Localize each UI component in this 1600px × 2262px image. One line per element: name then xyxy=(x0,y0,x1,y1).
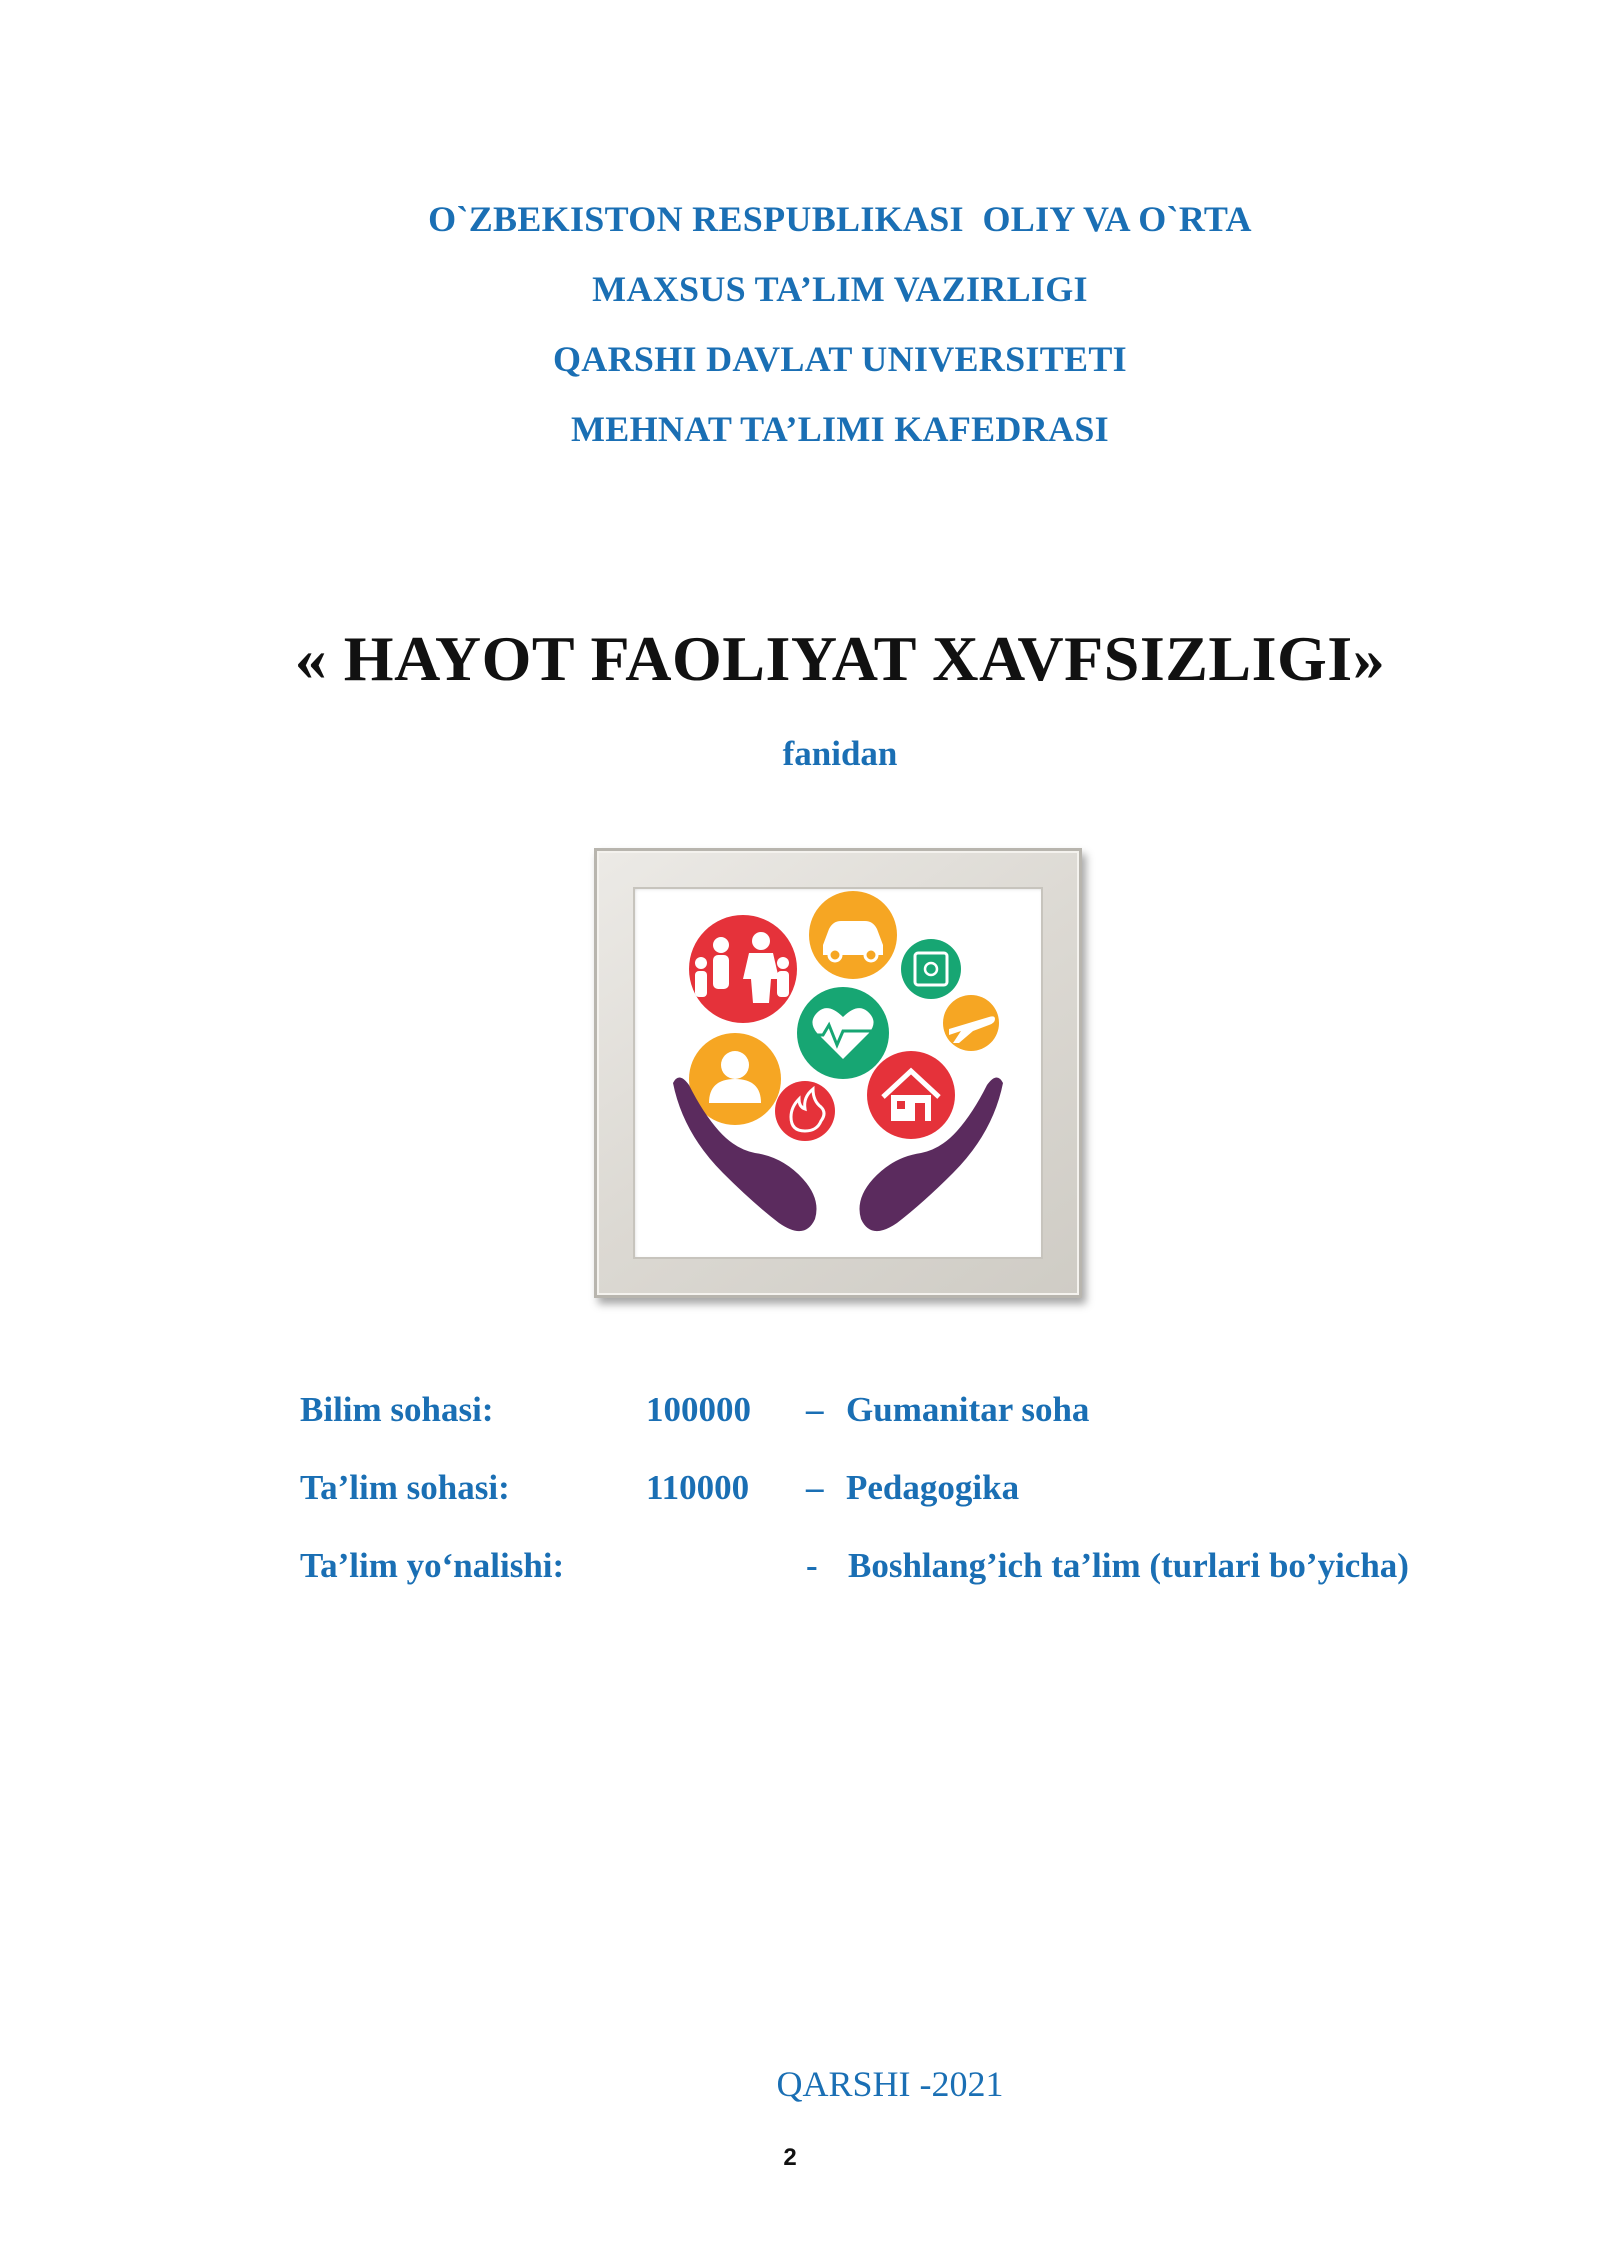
life-safety-illustration xyxy=(633,887,1043,1259)
document-title: « HAYOT FAOLIYAT XAVFSIZLIGI» xyxy=(294,623,1386,694)
bilim-label: Bilim sohasi: xyxy=(300,1390,494,1429)
car-icon xyxy=(809,891,897,979)
fire-icon xyxy=(775,1081,835,1141)
bilim-dash: – xyxy=(806,1390,824,1429)
document-subtitle: fanidan xyxy=(782,734,898,773)
talim-label: Ta’lim sohasi: xyxy=(300,1468,510,1507)
department-name: MEHNAT TA’LIMI KAFEDRASI xyxy=(571,409,1109,449)
ministry-line-1: O`ZBEKISTON RESPUBLIKASI OLIY VA O`RTA xyxy=(428,199,1252,239)
illustration-canvas xyxy=(633,887,1043,1259)
yonalish-dash: - xyxy=(806,1546,818,1585)
university-name: QARSHI DAVLAT UNIVERSITETI xyxy=(553,339,1127,379)
illustration-frame xyxy=(594,848,1082,1298)
yonalish-value: Boshlang’ich ta’lim (turlari bo’yicha) xyxy=(848,1546,1409,1585)
family-icon xyxy=(689,915,797,1023)
page-number: 2 xyxy=(783,2144,797,2171)
heart-pulse-icon xyxy=(797,987,889,1079)
yonalish-label: Ta’lim yo‘nalishi: xyxy=(300,1546,565,1585)
safe-icon xyxy=(901,939,961,999)
ministry-line-2: MAXSUS TA’LIM VAZIRLIGI xyxy=(592,269,1088,309)
house-icon xyxy=(867,1051,955,1139)
airplane-icon xyxy=(943,995,999,1051)
talim-dash: – xyxy=(806,1468,824,1507)
talim-code: 110000 xyxy=(646,1468,750,1507)
footer-city-year: QARSHI -2021 xyxy=(776,2064,1004,2104)
talim-value: Pedagogika xyxy=(846,1468,1020,1507)
bilim-value: Gumanitar soha xyxy=(846,1390,1090,1429)
bilim-code: 100000 xyxy=(646,1390,751,1429)
